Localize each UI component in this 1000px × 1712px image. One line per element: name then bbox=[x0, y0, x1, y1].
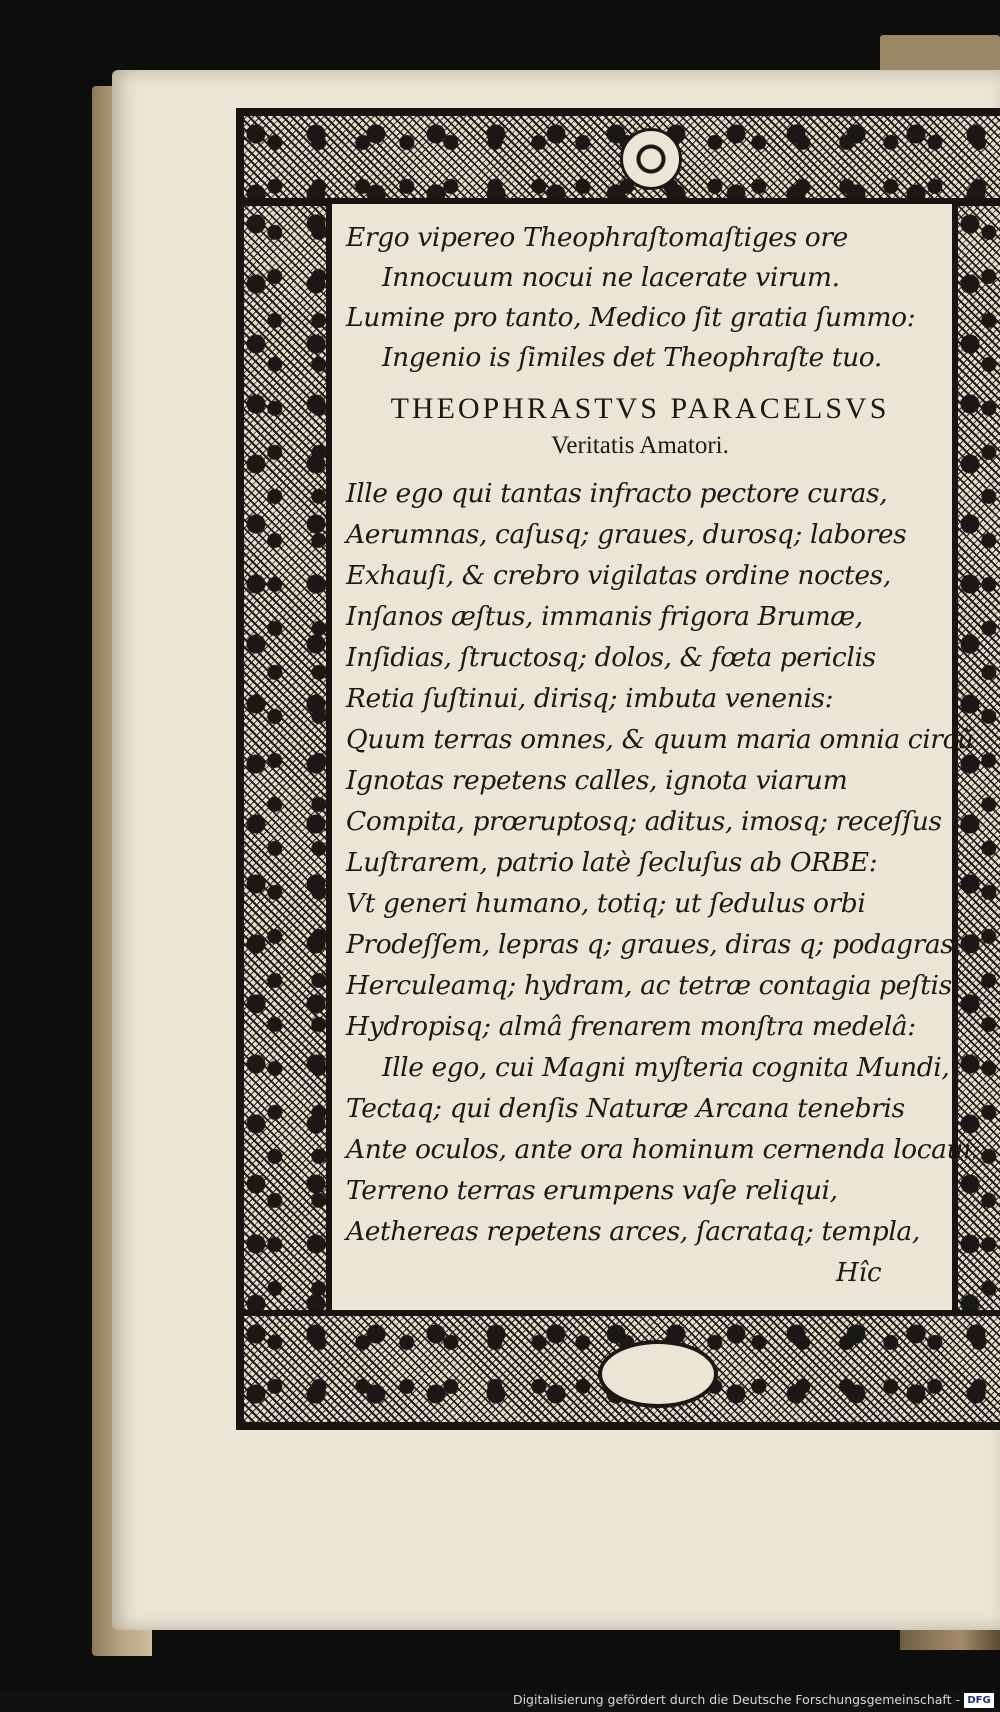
verse-line: Vt generi humano, totiq; ut ſedulus orbi bbox=[346, 888, 866, 919]
verse-line: Exhauſi, & crebro vigilatas ordine noctes, bbox=[346, 560, 891, 591]
verse-line: Aethereas repetens arces, ſacrataq; templa, bbox=[346, 1216, 920, 1247]
dfg-logo-icon: DFG bbox=[964, 1693, 994, 1708]
verse-line: Ingenio is ſimiles det Theophraſte tuo. bbox=[382, 342, 882, 373]
verse-line: Hydropisq; almâ frenarem monſtra medelâ: bbox=[346, 1011, 916, 1042]
digitization-credit: Digitalisierung gefördert durch die Deutsche Forschungsgemeinschaft - bbox=[512, 1692, 960, 1707]
poem-subheading: Veritatis Amatori. bbox=[551, 432, 729, 459]
verse-line: Luſtrarem, patrio latè ſecluſus ab ORBE: bbox=[346, 847, 878, 878]
mask-ornament-icon bbox=[620, 128, 682, 190]
verse-line: Ergo vipereo Theophraſtomaſtiges ore bbox=[346, 222, 848, 253]
verse-line: Quum terras omnes, & quum maria omnia circũ bbox=[346, 724, 974, 755]
verse-line: Ille ego qui tantas infracto pectore curas, bbox=[346, 478, 888, 509]
verse-line: Retia ſuſtinui, dirisq; imbuta venenis: bbox=[346, 683, 834, 714]
poem-heading: THEOPHRASTVS PARACELSVS bbox=[390, 392, 890, 425]
verse-line: Innocuum nocui ne lacerate virum. bbox=[382, 262, 840, 293]
verse-line: Prodeſſem, lepras q; graues, diras q; podagras, bbox=[346, 929, 962, 960]
catchword: Hîc bbox=[836, 1258, 882, 1288]
verse-line: Terreno terras erumpens vaſe reliqui, bbox=[346, 1175, 838, 1206]
verse-line: Herculeamq; hydram, ac tetræ contagia peſtis bbox=[346, 970, 952, 1001]
verse-line: Inſanos æſtus, immanis frigora Brumæ, bbox=[346, 601, 863, 632]
cartouche-ornament-icon bbox=[598, 1340, 718, 1408]
verse-line: Compita, prœruptosq; aditus, imosq; receſſus bbox=[346, 806, 942, 837]
verse-line: Ante oculos, ante ora hominum cernenda locaui: bbox=[346, 1134, 980, 1165]
woodcut-border-left bbox=[244, 206, 326, 1310]
verse-line: Tectaq; qui denſis Naturæ Arcana tenebris bbox=[346, 1093, 905, 1124]
verse-line: Lumine pro tanto, Medico ſit gratia ſummo: bbox=[346, 302, 916, 333]
verse-line: Ille ego, cui Magni myſteria cognita Mundi, bbox=[382, 1052, 950, 1083]
verse-line: Inſidias, ſtructosq; dolos, & fœta periclis bbox=[346, 642, 876, 673]
book-cover-edge bbox=[880, 35, 1000, 75]
verse-line: Ignotas repetens calles, ignota viarum bbox=[346, 765, 848, 796]
verse-line: Aerumnas, caſusq; graues, durosq; labores bbox=[346, 519, 907, 550]
